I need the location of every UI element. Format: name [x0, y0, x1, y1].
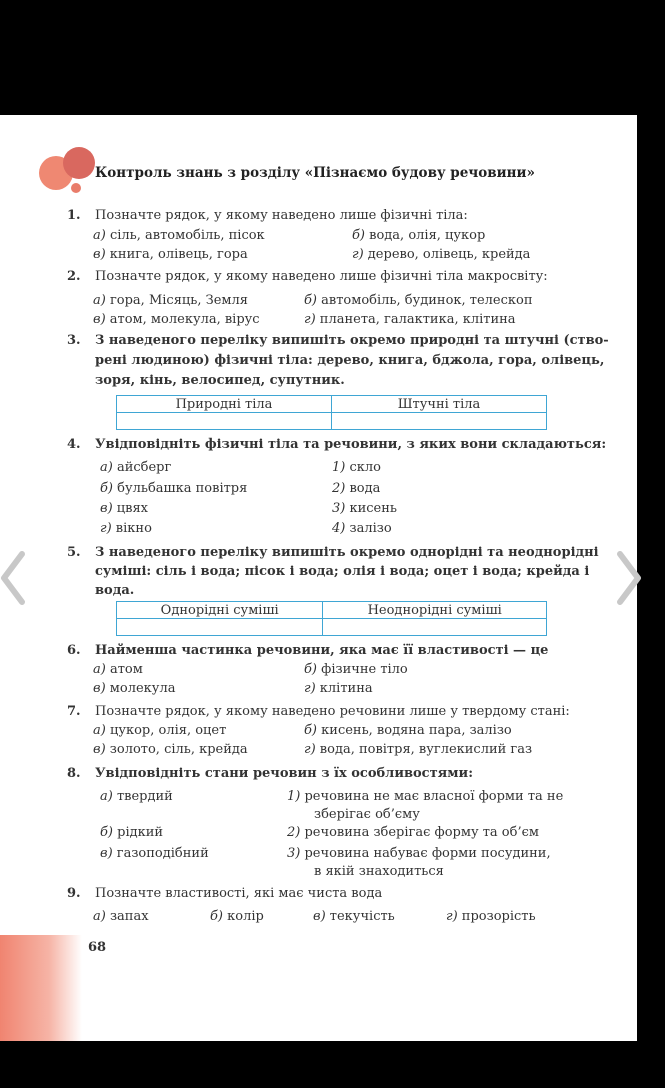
- match-item: а) айсберг: [100, 460, 172, 475]
- table-cell: [117, 413, 332, 430]
- option-c: в) золото, сіль, крейда: [93, 742, 248, 757]
- question-text: вода.: [95, 583, 135, 598]
- question-text: Позначте властивості, які має чиста вода: [95, 886, 383, 901]
- option-d: г) дерево, олівець, крейда: [352, 247, 531, 262]
- option-c: в) атом, молекула, вірус: [93, 312, 260, 327]
- circle-decoration: [71, 183, 81, 193]
- match-answer-cont: в якій знаходиться: [314, 864, 444, 879]
- match-answer-cont: зберігає об’єму: [314, 807, 420, 822]
- circle-decoration: [63, 147, 95, 179]
- table-header: Штучні тіла: [332, 396, 547, 413]
- table-header: Природні тіла: [117, 396, 332, 413]
- page-number: 68: [88, 940, 107, 955]
- table-cell: [332, 413, 547, 430]
- question-number: 9.: [67, 886, 81, 901]
- option-b: б) вода, олія, цукор: [352, 228, 486, 243]
- question-number: 2.: [67, 269, 81, 284]
- question-text: Увідповідніть стани речовин з їх особливостями:: [95, 766, 473, 781]
- question-number: 1.: [67, 208, 81, 223]
- table-header: Однорідні суміші: [117, 602, 323, 619]
- match-answer: 3) речовина набуває форми посудини,: [287, 846, 551, 861]
- match-item: б) рідкий: [100, 825, 164, 840]
- match-item: б) бульбашка повітря: [100, 481, 248, 496]
- option-b: б) автомобіль, будинок, телескоп: [304, 293, 533, 308]
- option-c: в) книга, олівець, гора: [93, 247, 248, 262]
- question-text: З наведеного переліку випишіть окремо однорідні та неоднорідні: [95, 545, 599, 560]
- option-a: а) запах: [93, 909, 149, 924]
- option-a: а) атом: [93, 662, 143, 677]
- option-d: г) вода, повітря, вуглекислий газ: [304, 742, 533, 757]
- table-header: Неоднорідні суміші: [323, 602, 547, 619]
- answer-table: [116, 601, 547, 636]
- match-answer: 1) скло: [332, 460, 381, 475]
- match-answer: 2) речовина зберігає форму та об’єм: [287, 825, 539, 840]
- match-item: в) цвях: [100, 501, 148, 516]
- option-d: г) планета, галактика, клітина: [304, 312, 516, 327]
- match-answer: 4) залізо: [332, 521, 392, 536]
- option-d: г) клітина: [304, 681, 373, 696]
- option-d: г) прозорість: [446, 909, 536, 924]
- question-text: З наведеного переліку випишіть окремо природні та штучні (ство-: [95, 333, 609, 348]
- question-text: Позначте рядок, у якому наведено лише фізичні тіла:: [95, 208, 468, 223]
- question-number: 8.: [67, 766, 81, 781]
- question-number: 5.: [67, 545, 81, 560]
- question-number: 6.: [67, 643, 81, 658]
- corner-decoration: [0, 935, 82, 1041]
- question-text: Увідповідніть фізичні тіла та речовини, з яких вони складаються:: [95, 437, 607, 452]
- match-item: а) твердий: [100, 789, 173, 804]
- question-text: Позначте рядок, у якому наведено речовини лише у твердому стані:: [95, 704, 570, 719]
- match-item: г) вікно: [100, 521, 152, 536]
- match-answer: 2) вода: [332, 481, 381, 496]
- option-c: в) текучість: [313, 909, 395, 924]
- chevron-right-icon[interactable]: [612, 548, 642, 608]
- question-text: Найменша частинка речовини, яка має її властивості — це: [95, 643, 549, 658]
- match-answer: 3) кисень: [332, 501, 397, 516]
- question-text: Позначте рядок, у якому наведено лише фізичні тіла макросвіту:: [95, 269, 548, 284]
- question-text: суміші: сіль і вода; пісок і вода; олія і вода; оцет і вода; крейда і: [95, 564, 590, 579]
- option-a: а) гора, Місяць, Земля: [93, 293, 248, 308]
- table-cell: [117, 619, 323, 636]
- option-c: в) молекула: [93, 681, 176, 696]
- question-number: 4.: [67, 437, 81, 452]
- answer-table: [116, 395, 547, 430]
- question-text: зоря, кінь, велосипед, супутник.: [95, 373, 345, 388]
- option-b: б) колір: [210, 909, 264, 924]
- option-a: а) сіль, автомобіль, пісок: [93, 228, 265, 243]
- question-number: 7.: [67, 704, 81, 719]
- question-text: рені людиною) фізичні тіла: дерево, книга, бджола, гора, олівець,: [95, 353, 605, 368]
- page-title: Контроль знань з розділу «Пізнаємо будову речовини»: [95, 165, 535, 181]
- chevron-left-icon[interactable]: [0, 548, 30, 608]
- option-b: б) фізичне тіло: [304, 662, 408, 677]
- match-item: в) газоподібний: [100, 846, 209, 861]
- option-a: а) цукор, олія, оцет: [93, 723, 227, 738]
- option-b: б) кисень, водяна пара, залізо: [304, 723, 512, 738]
- table-cell: [323, 619, 547, 636]
- question-number: 3.: [67, 333, 81, 348]
- match-answer: 1) речовина не має власної форми та не: [287, 789, 564, 804]
